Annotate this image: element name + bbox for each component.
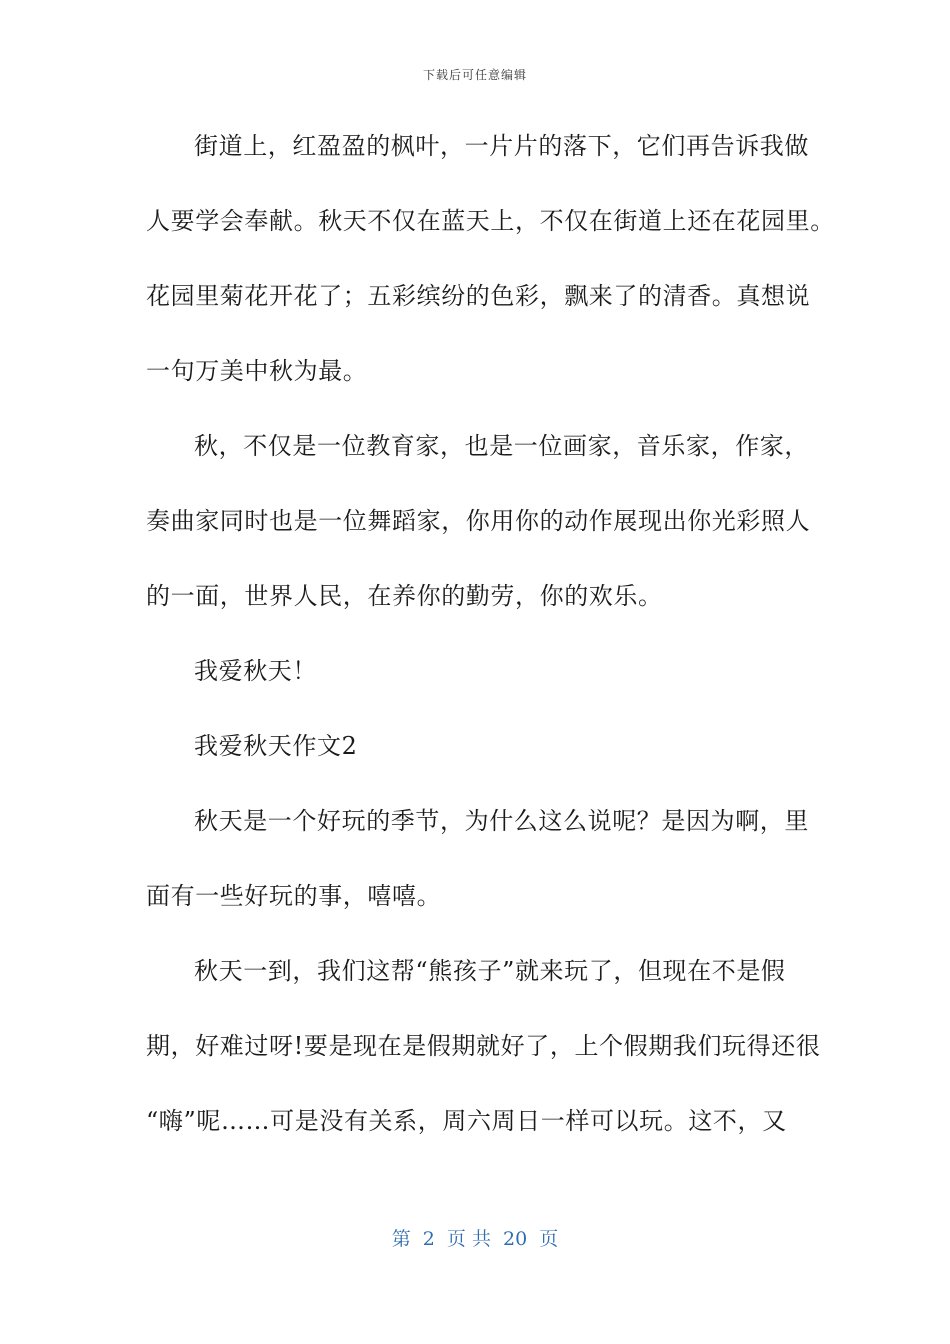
page-footer xyxy=(0,1224,950,1251)
text-line: 面有一些好玩的事，嘻嘻。 xyxy=(146,882,442,910)
text-line: 街道上，红盈盈的枫叶，一片片的落下，它们再告诉我做 xyxy=(194,132,809,160)
text-line: 的一面，世界人民，在养你的勤劳，你的欢乐。 xyxy=(146,582,663,610)
text-line: 期，好难过呀!要是现在是假期就好了，上个假期我们玩得还很 xyxy=(146,1032,821,1060)
text-line: 秋天一到，我们这帮“熊孩子”就来玩了，但现在不是假 xyxy=(194,957,786,985)
total-page-count: 20 xyxy=(503,1228,528,1250)
current-page-number: 2 xyxy=(422,1228,435,1250)
footer-suffix: 页 xyxy=(539,1228,559,1250)
text-line: 秋天是一个好玩的季节，为什么这么说呢？是因为啊，里 xyxy=(194,807,809,835)
footer-prefix: 第 xyxy=(391,1228,411,1250)
document-body xyxy=(146,121,835,1171)
text-line: 花园里菊花开花了；五彩缤纷的色彩，飘来了的清香。真想说 xyxy=(146,282,811,310)
text-line: 秋，不仅是一位教育家，也是一位画家，音乐家，作家， xyxy=(194,432,809,460)
footer-middle: 页 共 xyxy=(446,1228,491,1250)
text-line: 奏曲家同时也是一位舞蹈家，你用你的动作展现出你光彩照人 xyxy=(146,507,811,535)
text-line: 人要学会奉献。秋天不仅在蓝天上，不仅在街道上还在花园里。 xyxy=(146,207,835,235)
section-heading: 我爱秋天作文2 xyxy=(194,732,358,760)
text-line: 我爱秋天！ xyxy=(194,657,317,685)
page-header: 下载后可任意编辑 xyxy=(422,68,527,82)
text-line: “嗨”呢……可是没有关系，周六周日一样可以玩。这不，又 xyxy=(146,1107,787,1135)
text-line: 一句万美中秋为最。 xyxy=(146,357,368,385)
